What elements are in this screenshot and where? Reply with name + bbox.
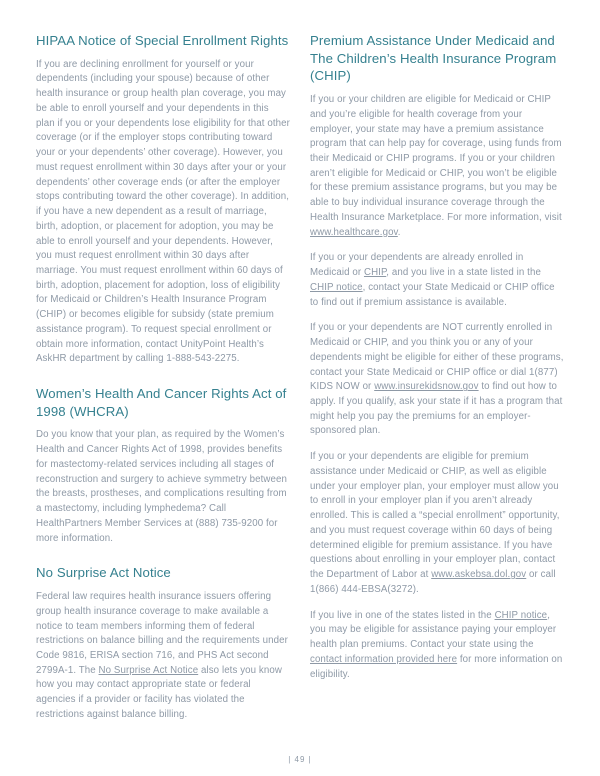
text-segment: If you or your children are eligible for Medicaid or CHIP and you’re eligible for health coverage from your employer, your state may have a premium assistance program that can help pay for coverage, using funds from their Medicaid or CHIP programs. If you or your children aren’t eligible for Medicaid or CHIP, you won’t be eligible for these premium assistance programs, but you may be able to buy individual insurance coverage through the Health Insurance Marketplace. For more information, visit [310,94,562,223]
paragraph [310,450,564,597]
text-segment: If you are declining enrollment for yourself or your dependents (including your spouse) because of other health insurance or group health plan coverage, you may be able to enroll yourself and your dependents in this plan if you or your dependents lose eligibility for that other coverage (or if the employer stops contributing toward your or your dependents’ other coverage). However, you must request enrollment within 30 days after your or your dependents’ other coverage ends (or after the employer stops contributing toward the other coverage). In addition, if you have a new dependent as a result of marriage, birth, adoption, or placement for adoption, you may be able to enroll yourself and your dependents. However, you must request enrollment within 30 days after marriage. You must request enrollment within 60 days of birth, adoption, placement for adoption, loss of eligibility for Medicaid or Children’s Health Insurance Program (CHIP) or becomes eligible for subsidy (state premium assistance program). To request special enrollment or obtain more information, contact UnityPoint Health’s AskHR department by calling 1-888-543-2275. [36,58,290,365]
section-whcra [36,385,290,546]
inline-link[interactable]: www.healthcare.gov [310,226,398,238]
inline-link[interactable]: CHIP notice [310,281,363,293]
paragraph [310,93,564,240]
text-segment: , you may be eligible for assistance paying your employer health plan premiums. Contact your state using the [310,609,557,651]
paragraph [310,609,564,683]
text-segment: to find out how to apply. If you qualify, ask your state if it has a program that might help you pay the premiums for an employer-sponsored plan. [310,381,563,437]
inline-link[interactable]: www.askebsa.dol.gov [431,569,527,581]
paragraph [36,58,290,367]
inline-link[interactable]: No Surprise Act Notice [98,664,199,676]
section-no-surprise-act [36,564,290,722]
text-segment: or call 1(866) 444-EBSA(3272). [310,569,556,595]
text-segment: . [397,226,401,238]
paragraph [310,251,564,310]
text-segment: Do you know that your plan, as required by the Women’s Health and Cancer Rights Act of 1998, provides benefits for mastectomy-related services including all stages of reconstruction and surgery to achieve symmetry between the breasts, prostheses, and complications resulting from a mastectomy, including lymphedema? Call HealthPartners Member Services at (888) 735-9200 for more information. [36,429,287,544]
inline-link[interactable]: contact information provided here [310,653,458,665]
left-column [36,32,290,741]
paragraph [310,321,564,439]
text-segment: , and you live in a state listed in the [386,267,541,279]
section-heading: HIPAA Notice of Special Enrollment Rights [36,33,289,48]
text-segment: If you or your dependents are NOT currently enrolled in Medicaid or CHIP, and you think you or any of your dependents might be eligible for either of these programs, contact your State Medicaid or CHIP office or dial 1(877) KIDS NOW or [310,322,564,393]
section-heading: Premium Assistance Under Medicaid and The Children’s Health Insurance Program (CHIP) [310,33,557,84]
paragraph [36,590,290,723]
section-hipaa-special-enrollment [36,32,290,367]
text-segment: If you live in one of the states listed in the [310,609,495,621]
content-columns [36,32,564,741]
text-segment: also lets you know how you may contact appropriate state or federal agencies if a provider or facility has violated the restrictions against balance billing. [36,664,282,720]
inline-link[interactable]: CHIP [363,267,387,279]
text-segment: If you or your dependents are eligible for premium assistance under Medicaid or CHIP, as well as eligible under your employer plan, your employer must allow you to enroll in your employer plan if you aren’t already enrolled. This is called a “special enrollment” opportunity, and you must request coverage within 60 days of being determined eligible for premium assistance. If you have questions about enrolling in your employer plan, contact the Department of Labor at [310,451,560,581]
section-heading: No Surprise Act Notice [36,565,171,581]
inline-link[interactable]: www.insurekidsnow.gov [374,381,479,393]
right-column [310,32,564,741]
text-segment: If you or your dependents are already enrolled in Medicaid or [310,252,524,279]
text-segment: for more information on eligibility. [310,653,563,680]
paragraph [36,428,290,546]
text-segment: Federal law requires health insurance issuers offering group health insurance coverage to make available a notice to team members informing them of federal restrictions on balance billing and the requirements under Code 9816, ERISA section 716, and PHS Act second 2799A-1. The [36,591,288,676]
section-heading: Women’s Health And Cancer Rights Act of 1998 (WHCRA) [36,386,287,419]
inline-link[interactable]: CHIP notice [494,609,548,621]
page-number: | 49 | [288,755,312,764]
text-segment: , contact your State Medicaid or CHIP office to find out if premium assistance is available. [310,281,555,308]
section-medicaid-chip-premium-assistance [310,32,564,682]
